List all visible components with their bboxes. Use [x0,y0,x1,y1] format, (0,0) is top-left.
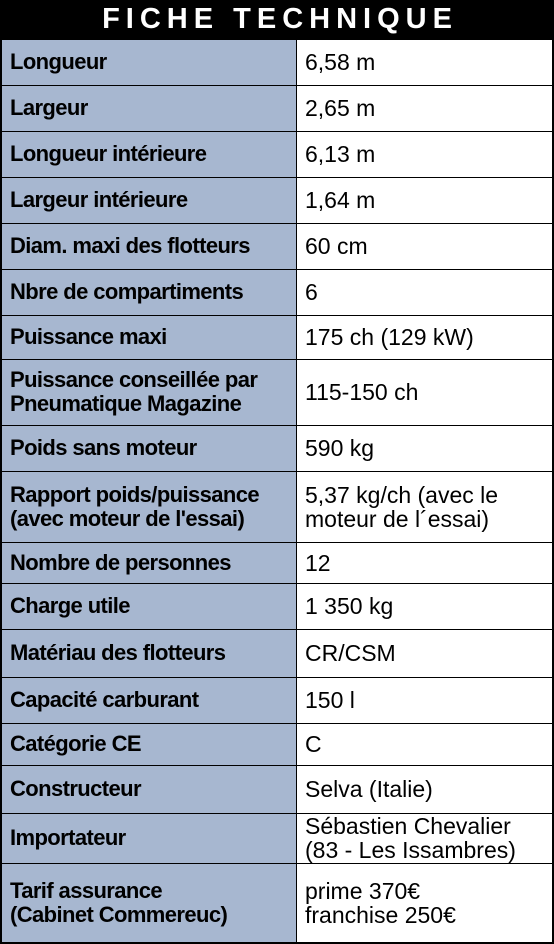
row-value: 1,64 m [297,177,554,223]
row-value: 6,58 m [297,39,554,85]
table-row [1,677,553,723]
table-row [1,269,553,315]
table-row [1,177,553,223]
row-label: Longueur intérieure [1,131,297,177]
row-value: 12 [297,542,554,583]
row-value: prime 370€ franchise 250€ [297,863,554,943]
row-value: 60 cm [297,223,554,269]
row-label: Capacité carburant [1,677,297,723]
row-label: Importateur [1,813,297,863]
row-value: C [297,723,554,765]
row-value: 590 kg [297,425,554,471]
table-row [1,629,553,677]
row-label: Largeur intérieure [1,177,297,223]
row-value: CR/CSM [297,629,554,677]
table-row [1,863,553,943]
row-label: Rapport poids/puissance (avec moteur de l'essai) [1,471,297,542]
row-label: Nombre de personnes [1,542,297,583]
table-row [1,131,553,177]
row-value: 150 l [297,677,554,723]
row-label: Charge utile [1,583,297,629]
title-bar [0,0,554,38]
row-value: 2,65 m [297,85,554,131]
sheet-title: FICHE TECHNIQUE [102,2,458,35]
row-label: Diam. maxi des flotteurs [1,223,297,269]
table-row [1,39,553,85]
table-row [1,315,553,359]
table-row [1,542,553,583]
row-label: Constructeur [1,765,297,813]
table-row [1,471,553,542]
table-row [1,583,553,629]
spec-table [0,38,554,944]
row-label: Tarif assurance (Cabinet Commereuc) [1,863,297,943]
row-value: Selva (Italie) [297,765,554,813]
table-row [1,359,553,425]
row-label: Catégorie CE [1,723,297,765]
row-value: 5,37 kg/ch (avec le moteur de l´essai) [297,471,554,542]
row-value: 6,13 m [297,131,554,177]
row-label: Longueur [1,39,297,85]
row-value: 175 ch (129 kW) [297,315,554,359]
table-row [1,723,553,765]
row-label: Largeur [1,85,297,131]
table-row [1,813,553,863]
row-label: Poids sans moteur [1,425,297,471]
row-value: 6 [297,269,554,315]
table-row [1,425,553,471]
row-label: Matériau des flotteurs [1,629,297,677]
row-value: 1 350 kg [297,583,554,629]
table-row [1,85,553,131]
table-row [1,765,553,813]
row-value: Sébastien Chevalier (83 - Les Issambres) [297,813,554,863]
table-row [1,223,553,269]
row-value: 115-150 ch [297,359,554,425]
row-label: Nbre de compartiments [1,269,297,315]
row-label: Puissance conseillée par Pneumatique Magazine [1,359,297,425]
row-label: Puissance maxi [1,315,297,359]
